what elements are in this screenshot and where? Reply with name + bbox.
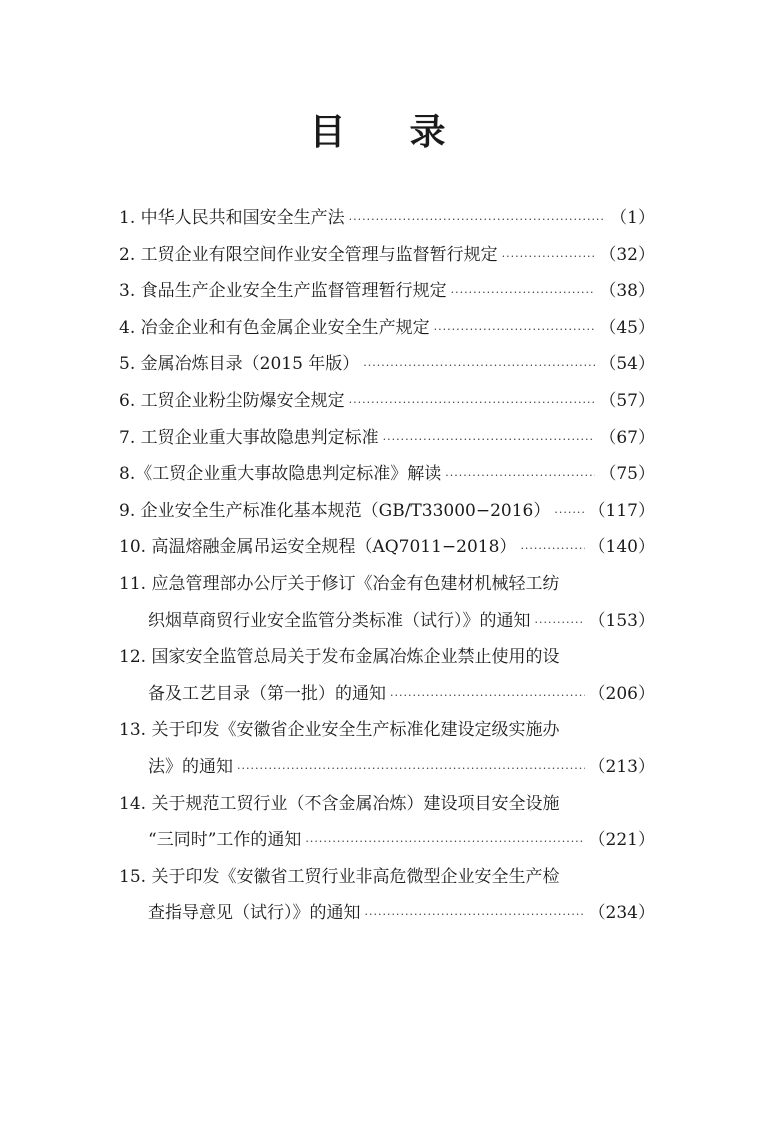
dot-leader bbox=[535, 605, 585, 642]
toc-page-number: （221） bbox=[588, 830, 655, 851]
title-char-2: 录 bbox=[409, 111, 448, 153]
toc-entry-continuation[interactable] bbox=[119, 749, 655, 786]
toc-entry-title: 9. 企业安全生产标准化基本规范（GB/T33000−2016） bbox=[119, 500, 551, 521]
dot-leader bbox=[451, 275, 596, 312]
toc-entry[interactable] bbox=[119, 200, 655, 237]
toc-entry-continuation[interactable] bbox=[119, 822, 655, 859]
toc-page-number: （38） bbox=[599, 281, 655, 302]
toc-entry-title: 3. 食品生产企业安全生产监督管理暂行规定 bbox=[119, 281, 447, 302]
toc-page-number: （213） bbox=[588, 756, 655, 777]
dot-leader bbox=[365, 897, 585, 934]
dot-leader bbox=[349, 385, 596, 422]
toc-entry-title: 法》的通知 bbox=[148, 756, 233, 777]
toc-entry-continuation[interactable] bbox=[119, 895, 655, 932]
toc-entry-title: 8.《工贸企业重大事故隐患判定标准》解读 bbox=[119, 464, 442, 485]
toc-page-number: （54） bbox=[599, 354, 655, 375]
toc-page-number: （1） bbox=[610, 208, 655, 228]
title-char-1: 目 bbox=[309, 111, 348, 153]
dot-leader bbox=[390, 678, 585, 715]
toc-entry-continuation[interactable] bbox=[119, 676, 655, 713]
toc-entry-title: “三同时”工作的通知 bbox=[148, 830, 302, 851]
toc-page-number: （45） bbox=[599, 317, 655, 338]
dot-leader bbox=[434, 312, 596, 349]
toc-entry[interactable] bbox=[119, 420, 655, 457]
dot-leader bbox=[520, 531, 584, 568]
toc-entry[interactable] bbox=[119, 456, 655, 493]
toc-entry[interactable] bbox=[119, 346, 655, 383]
toc-entry-title: 备及工艺目录（第一批）的通知 bbox=[148, 683, 386, 704]
toc-entry-title: 14. 关于规范工贸行业（不含金属冶炼）建设项目安全设施 bbox=[119, 793, 560, 814]
toc-page-number: （153） bbox=[588, 610, 655, 631]
toc-entry[interactable] bbox=[119, 712, 655, 749]
toc-entry-title: 10. 高温熔融金属吊运安全规程（AQ7011−2018） bbox=[119, 537, 517, 558]
dot-leader bbox=[305, 824, 584, 861]
toc-page-number: （234） bbox=[588, 903, 655, 924]
dot-leader bbox=[363, 348, 595, 385]
toc-page-number: （32） bbox=[599, 244, 655, 265]
dot-leader bbox=[554, 495, 584, 532]
toc-page-number: （75） bbox=[599, 464, 655, 485]
toc-page-number: （67） bbox=[599, 427, 655, 448]
toc-entry[interactable] bbox=[119, 310, 655, 347]
toc-entry-title: 12. 国家安全监管总局关于发布金属冶炼企业禁止使用的设 bbox=[119, 647, 560, 668]
toc-entry-title: 查指导意见（试行）》的通知 bbox=[148, 903, 361, 924]
dot-leader bbox=[445, 458, 595, 495]
table-of-contents bbox=[119, 200, 655, 932]
toc-entry-title: 4. 冶金企业和有色金属企业安全生产规定 bbox=[119, 317, 430, 338]
dot-leader bbox=[383, 422, 596, 459]
toc-entry[interactable] bbox=[119, 566, 655, 603]
toc-page-number: （206） bbox=[588, 683, 655, 704]
toc-entry[interactable] bbox=[119, 383, 655, 420]
toc-page-number: （117） bbox=[588, 500, 655, 521]
toc-entry[interactable] bbox=[119, 859, 655, 896]
toc-entry-title: 2. 工贸企业有限空间作业安全管理与监督暂行规定 bbox=[119, 244, 498, 265]
toc-entry-title: 15. 关于印发《安徽省工贸行业非高危微型企业安全生产检 bbox=[119, 866, 560, 887]
toc-entry-title: 6. 工贸企业粉尘防爆安全规定 bbox=[119, 390, 345, 411]
toc-entry[interactable] bbox=[119, 786, 655, 823]
toc-page-number: （57） bbox=[599, 390, 655, 411]
toc-entry[interactable] bbox=[119, 639, 655, 676]
toc-entry-continuation[interactable] bbox=[119, 603, 655, 640]
toc-entry-title: 织烟草商贸行业安全监管分类标准（试行）》的通知 bbox=[148, 610, 531, 631]
page-title bbox=[0, 104, 757, 155]
toc-entry[interactable] bbox=[119, 273, 655, 310]
toc-entry-title: 7. 工贸企业重大事故隐患判定标准 bbox=[119, 427, 379, 448]
toc-entry[interactable] bbox=[119, 237, 655, 274]
toc-entry[interactable] bbox=[119, 529, 655, 566]
toc-entry-title: 13. 关于印发《安徽省企业安全生产标准化建设定级实施办 bbox=[119, 720, 560, 741]
toc-entry-title: 11. 应急管理部办公厅关于修订《冶金有色建材机械轻工纺 bbox=[119, 573, 560, 594]
toc-entry[interactable] bbox=[119, 493, 655, 530]
toc-entry-title: 5. 金属冶炼目录（2015 年版） bbox=[119, 354, 360, 375]
toc-entry-title: 1. 中华人民共和国安全生产法 bbox=[119, 208, 345, 228]
dot-leader bbox=[237, 751, 585, 788]
toc-page-number: （140） bbox=[588, 537, 655, 558]
dot-leader bbox=[349, 202, 607, 239]
dot-leader bbox=[502, 239, 596, 276]
